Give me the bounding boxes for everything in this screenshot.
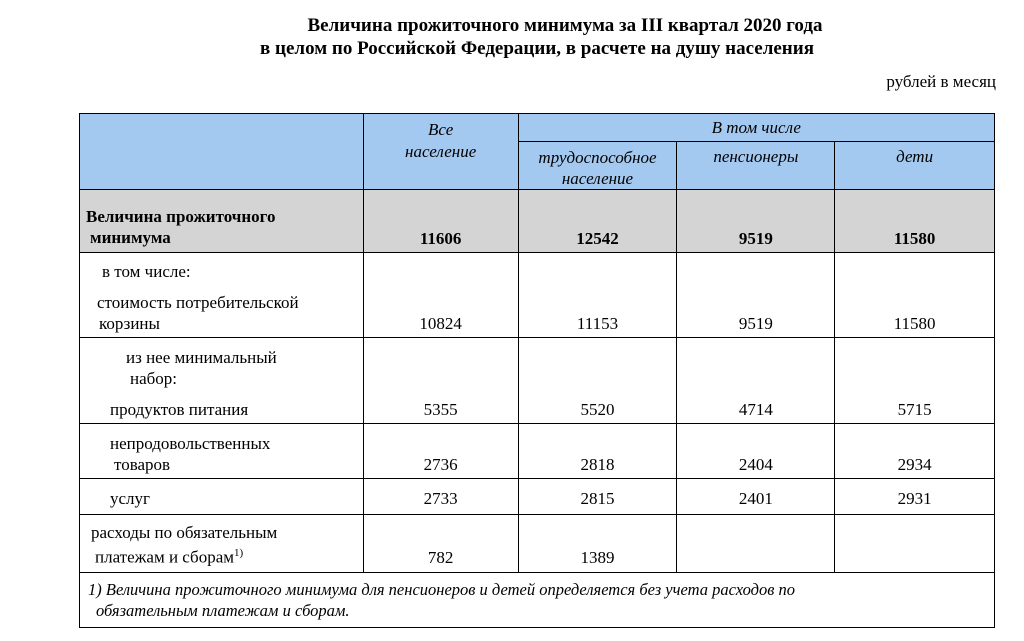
cell-value: 2818 [518,424,677,479]
row-label: услуг [80,479,364,515]
cell-value: 4714 [677,338,835,424]
cell-value: 782 [363,515,518,573]
cell-value: 10824 [363,253,518,338]
footnote-marker: 1) [234,547,244,560]
header-including: В том числе [518,114,994,142]
cell-value: 9519 [677,253,835,338]
cell-value: 5355 [363,338,518,424]
cell-value: 2815 [518,479,677,515]
table-row [80,479,995,515]
table-row [80,424,995,479]
row-label: из нее минимальный набор: продуктов питания [80,338,364,424]
header-working-age: трудоспособное население [518,142,677,190]
header-pensioners: пенсионеры [677,142,835,190]
cell-value: 5520 [518,338,677,424]
cell-value: 2934 [835,424,995,479]
cell-value: 2404 [677,424,835,479]
cell-value: 11606 [363,190,518,253]
cell-value: 5715 [835,338,995,424]
row-label: расходы по обязательным платежам и сборам$^{1)}$ [80,515,364,573]
footnote: 1) Величина прожиточного минимума для пенсионеров и детей определяется без учета расходов по обязательным платежам и сборам. [80,573,995,628]
table-row [80,253,995,338]
row-label: в том числе: стоимость потребительской корзины [80,253,364,338]
cell-value: 9519 [677,190,835,253]
table-row [80,338,995,424]
cell-value: 11153 [518,253,677,338]
table-row [80,190,995,253]
header-all-population: Все население [363,114,518,190]
cell-value: 11580 [835,253,995,338]
cell-value: 2733 [363,479,518,515]
subsistence-table [79,113,995,628]
cell-value: 1389 [518,515,677,573]
row-label: непродовольственных товаров [80,424,364,479]
table-title-line1: Величина прожиточного минимума за III квартал 2020 года [307,15,823,36]
cell-value: 2401 [677,479,835,515]
row-label: Величина прожиточного минимума [80,190,364,253]
cell-value: 2736 [363,424,518,479]
cell-value: 11580 [835,190,995,253]
cell-value [677,515,835,573]
header-empty-cell [80,114,364,190]
cell-value [835,515,995,573]
table-title-line2: в целом по Российской Федерации, в расчете на душу населения [260,38,814,59]
cell-value: 12542 [518,190,677,253]
header-children: дети [835,142,995,190]
cell-value: 2931 [835,479,995,515]
table-row [80,515,995,573]
units-label: рублей в месяц [886,72,996,91]
